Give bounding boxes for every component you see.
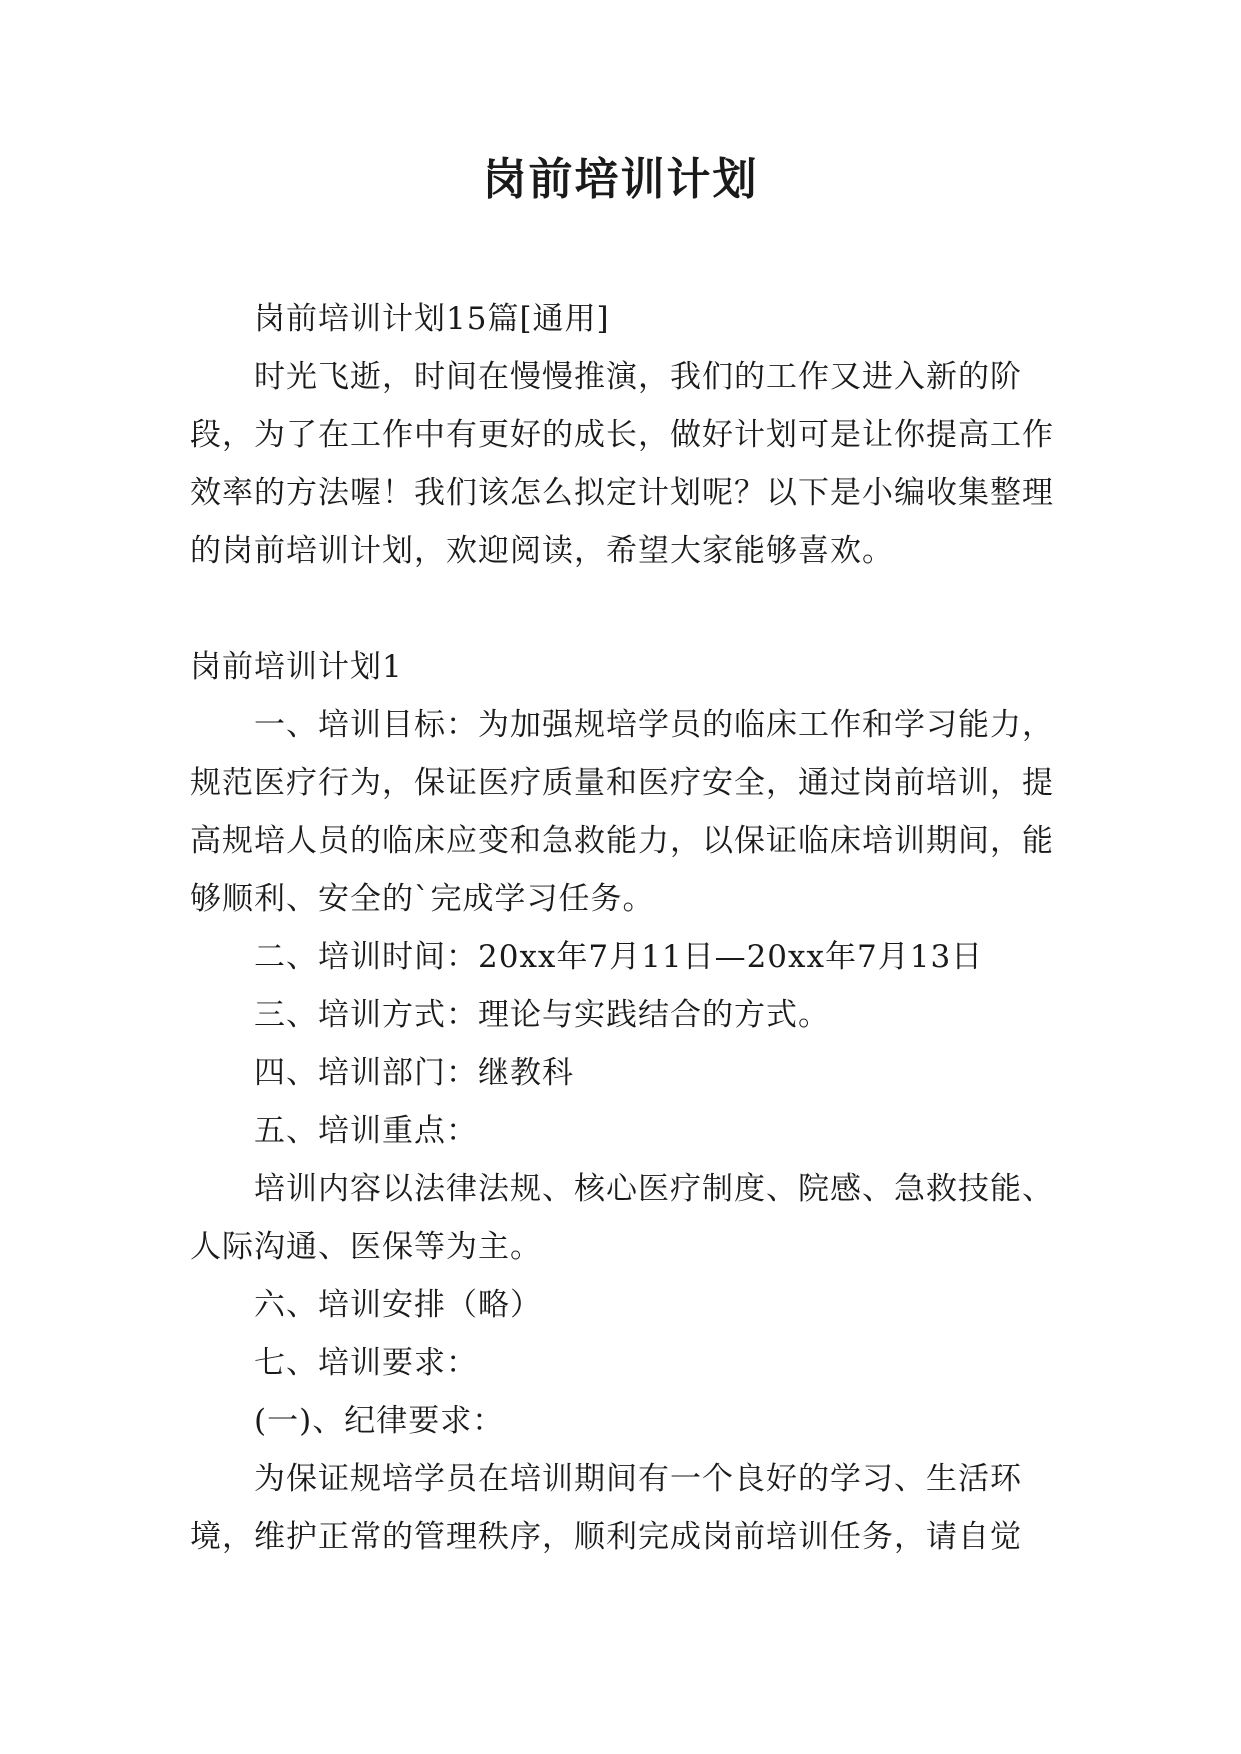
intro-heading: 岗前培训计划15篇[通用] <box>254 301 610 337</box>
document-title: 岗前培训计划 <box>482 154 759 205</box>
paragraph-time: 二、培训时间：20xx年7月11日—20xx年7月13日 <box>254 939 984 975</box>
paragraph-requirements: 七、培训要求： <box>254 1345 478 1381</box>
paragraph-discipline-text: 为保证规培学员在培训期间有一个良好的学习、生活环境，维护正常的管理秩序，顺利完成岗前培训任务，请自觉 <box>190 1461 1022 1555</box>
paragraph-method: 三、培训方式：理论与实践结合的方式。 <box>254 997 830 1033</box>
paragraph-goal: 一、培训目标：为加强规培学员的临床工作和学习能力，规范医疗行为，保证医疗质量和医疗安全，通过岗前培训，提高规培人员的临床应变和急救能力，以保证临床培训期间，能够顺利、安全的`完成学习任务。 <box>190 707 1054 917</box>
paragraph-gap <box>190 580 1060 638</box>
paragraph-content: 培训内容以法律法规、核心医疗制度、院感、急救技能、人际沟通、医保等为主。 <box>190 1171 1054 1265</box>
paragraph-discipline: (一)、纪律要求： <box>254 1403 505 1439</box>
section-heading: 岗前培训计划1 <box>190 649 403 685</box>
paragraph-department: 四、培训部门：继教科 <box>254 1055 574 1091</box>
document-body <box>190 290 1060 1566</box>
paragraph-arrangement: 六、培训安排（略） <box>254 1287 542 1323</box>
paragraph-focus: 五、培训重点： <box>254 1113 478 1149</box>
intro-paragraph: 时光飞逝，时间在慢慢推演，我们的工作又进入新的阶段，为了在工作中有更好的成长，做好计划可是让你提高工作效率的方法喔！我们该怎么拟定计划呢？以下是小编收集整理的岗前培训计划，欢迎阅读，希望大家能够喜欢。 <box>190 359 1054 569</box>
